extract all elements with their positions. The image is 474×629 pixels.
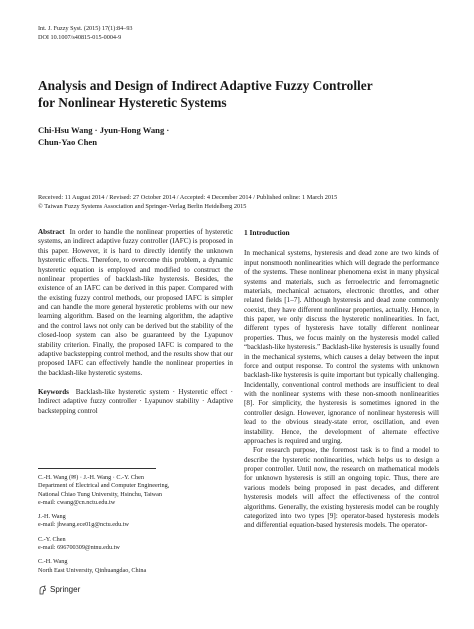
publisher-name: Springer [50,585,81,594]
received-dates: Received: 11 August 2014 / Revised: 27 October 2014 / Accepted: 4 December 2014 / Published online: 1 March 2015 [38,194,338,201]
footnote-divider [38,468,156,469]
copyright-line: © Taiwan Fuzzy Systems Association and Springer-Verlag Berlin Heidelberg 2015 [38,202,247,210]
section-heading: 1 Introduction [244,228,290,237]
authors-line-2: Chun-Yao Chen [38,137,97,147]
affiliation-university: National Chiao Tung University, Hsinchu, Taiwan [38,490,162,498]
keywords [38,388,233,416]
abstract [38,228,233,378]
affiliation-author: J.-H. Wang [38,513,66,521]
affiliation-department: Department of Electrical and Computer Engineering, [38,482,170,490]
title-line-1: Analysis and Design of Indirect Adaptive Fuzzy Controller [38,78,373,93]
keywords-text: Backlash-like hysteretic system · Hysteretic effect · Indirect adaptive fuzzy controller · Lyapunov stability · Adaptive backstepping control [38,388,233,415]
intro-paragraph-1: In mechanical systems, hysteresis and dead zone are two kinds of input nonsmooth nonlinearities which will degrade the performance of the systems. These nonlinear phenomena exist in many physical systems and materials, such as ferroelectric and ferromagnetic materials, mechanical actuators, electronic throttles, and other related fields [1–7]. Although hysteresis and dead zone commonly coexist, they have different nonlinear properties, actually. Hence, in this paper, we only discuss the hysteretic nonlinearities. In fact, different types of hysteresis have totally different nonlinear properties. Thus, we focus mainly on the hysteresis model called “backlash-like hysteresis.” Backlash-like hysteresis is usually found in the mechanical systems, which causes a delay between the input force and output response. To control the systems with unknown backlash-like hysteresis is quite important but typically challenging. Incidentally, conventional control methods are insufficient to deal with the nonlinear systems with these non-smooth nonlinearities [8]. For simplicity, the hysteresis is sometimes ignored in the controller design. However, ignorance of nonlinear hysteresis will lead to the obvious steady-state error, oscillation, and even instability. Hence, the development of alternate effective approaches is required and urging. [244,249,439,445]
springer-horse-icon [38,585,47,595]
journal-citation [38,25,133,42]
author-affiliations [38,474,238,581]
affiliation-author: C.-Y. Chen [38,535,66,543]
publication-history [38,194,448,212]
left-column [38,228,233,416]
intro-paragraph-2: For research purpose, the foremost task is to find a model to describe the hysteretic nonlinearities, which helps us to design a proper controller. Until now, the research on mathematical models for unknown hysteresis is still an ongoing topic. Thus, there are various models being proposed in past decades, and different hysteresis models will affect the effectiveness of the control algorithms. Generally, the existing hysteresis model can be roughly categorized into two types [9]: operator-based hysteresis models and differential equation-based hysteresis models. The operator- [244,446,439,530]
publisher-logo [38,585,80,595]
journal-line: Int. J. Fuzzy Syst. (2015) 17(1):84–93 [38,25,133,32]
affiliation-email[interactable]: e-mail: jhwang.ece01g@nctu.edu.tw [38,521,129,529]
authors-line-1: Chi-Hsu Wang · Jyun-Hong Wang · [38,125,170,135]
paper-title [38,78,438,111]
right-column [244,228,439,531]
abstract-text: In order to handle the nonlinear properties of hysteretic systems, an indirect adaptive fuzzy controller (IAFC) is proposed in this paper. However, it is hard to directly identify the unknown hysteretic effects. Therefore, to overcome this problem, a dynamic hysteretic equation is employed and modified to construct the nonlinear properties of backlash-like hysteresis. Besides, the existence of an IAFC can be derived in this paper. Compared with the existing fuzzy control methods, our proposed IAFC is simpler and can handle the more general hysteretic problems with our new learning algorithm. Based on the learning algorithm, the adaptive and the control laws not only can be derived but the stability of the closed-loop system can also be guaranteed by the Lyapunov stability criterion. Finally, the proposed IAFC is compared to the adaptive backstepping control method, and the results show that our proposed IAFC can effectively handle the nonlinear properties in the backlash-like hysteretic systems. [38,228,233,377]
doi-line: DOI 10.1007/s40815-015-0004-9 [38,33,122,41]
author-list [38,124,338,148]
affiliation-email[interactable]: e-mail: cwang@cn.nctu.edu.tw [38,498,116,506]
keywords-label: Keywords [38,388,69,396]
affiliation-institution: North East University, Qinhuangdao, China [38,566,147,574]
affiliation-email[interactable]: e-mail: 696700309@ntnu.edu.tw [38,544,120,552]
title-line-2: for Nonlinear Hysteretic Systems [38,94,227,110]
affiliation-authors: C.-H. Wang (✉) · J.-H. Wang · C.-Y. Chen [38,474,144,481]
affiliation-author: C.-H. Wang [38,558,68,566]
abstract-label: Abstract [38,228,65,236]
